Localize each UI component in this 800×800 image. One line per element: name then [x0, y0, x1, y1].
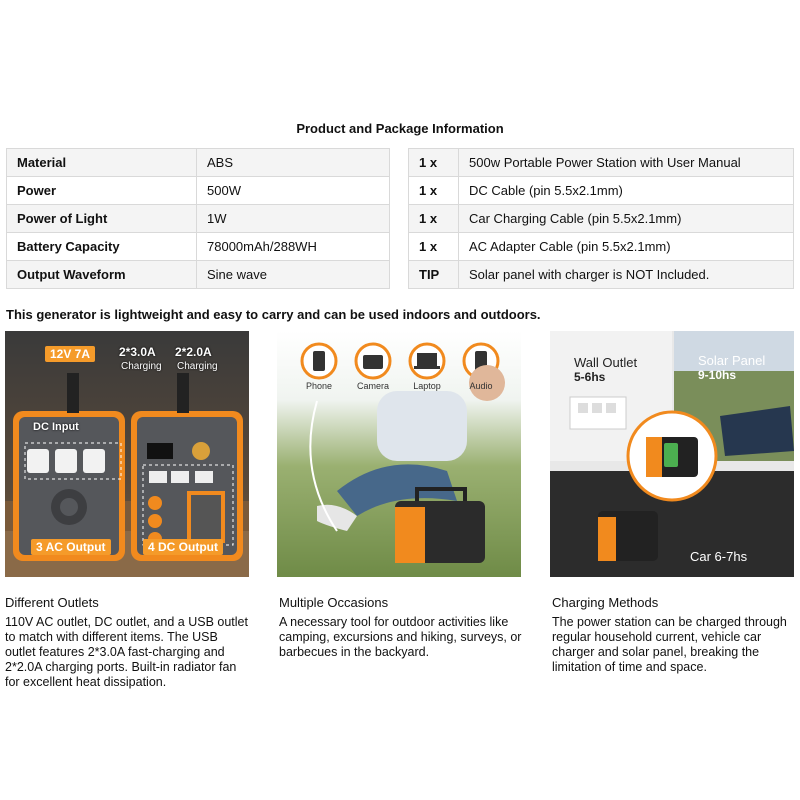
solar-panel-label — [698, 353, 765, 382]
wall-outlet-label — [574, 355, 637, 384]
spec-value: Sine wave — [197, 261, 390, 289]
package-item: DC Cable (pin 5.5x2.1mm) — [459, 177, 794, 205]
camera-label: Camera — [356, 381, 389, 391]
spec-value: 500W — [197, 177, 390, 205]
table-row — [7, 149, 390, 177]
headline: This generator is lightweight and easy to carry and can be used indoors and outdoors. — [6, 307, 541, 322]
table-row — [7, 261, 390, 289]
spec-value: 78000mAh/288WH — [197, 233, 390, 261]
package-item: Solar panel with charger is NOT Included. — [459, 261, 794, 289]
table-row — [409, 233, 794, 261]
caption-title-outlets: Different Outlets — [5, 595, 99, 610]
audio-label: Audio — [469, 381, 493, 391]
caption-title-charging: Charging Methods — [552, 595, 659, 610]
spec-key: Power — [7, 177, 197, 205]
solar-panel-time: 9-10hs — [698, 368, 737, 382]
package-qty: 1 x — [409, 205, 459, 233]
dc-input-label: DC Input — [33, 421, 79, 433]
phone-label: Phone — [305, 381, 333, 391]
dc-amp-label: 12V 7A — [45, 346, 95, 362]
spec-table — [6, 148, 390, 289]
spec-value: ABS — [197, 149, 390, 177]
outlets-image — [5, 331, 249, 577]
solar-panel-text: Solar Panel — [698, 353, 766, 368]
person-with-power-station-illustration — [277, 331, 521, 577]
package-qty: 1 x — [409, 149, 459, 177]
occasions-image — [277, 331, 521, 577]
table-row — [409, 261, 794, 289]
table-row — [409, 205, 794, 233]
dc-output-label: 4 DC Output — [143, 539, 223, 555]
usb-fast-label: 2*3.0A — [119, 345, 156, 359]
spec-value: 1W — [197, 205, 390, 233]
usb-std-sub-label: Charging — [177, 361, 218, 372]
package-qty: TIP — [409, 261, 459, 289]
caption-body-charging: The power station can be charged through regular household current, vehicle car charger and solar panel, breaking the limitation of time and space. — [552, 615, 787, 674]
table-row — [409, 149, 794, 177]
spec-key: Material — [7, 149, 197, 177]
charging-methods-image — [550, 331, 794, 577]
package-table — [408, 148, 794, 289]
caption-body-occasions: A necessary tool for outdoor activities like camping, excursions and hiking, surveys, or barbecues in the backyard. — [279, 615, 522, 659]
package-item: 500w Portable Power Station with User Manual — [459, 149, 794, 177]
car-label: Car 6-7hs — [690, 549, 748, 564]
caption-title-occasions: Multiple Occasions — [279, 595, 389, 610]
laptop-label: Laptop — [413, 381, 441, 391]
package-qty: 1 x — [409, 233, 459, 261]
ac-output-label: 3 AC Output — [31, 539, 111, 555]
table-row — [7, 205, 390, 233]
table-row — [7, 233, 390, 261]
package-item: AC Adapter Cable (pin 5.5x2.1mm) — [459, 233, 794, 261]
table-row — [409, 177, 794, 205]
table-row — [7, 177, 390, 205]
wall-outlet-text: Wall Outlet — [574, 355, 638, 370]
usb-std-label: 2*2.0A — [175, 345, 212, 359]
spec-key: Output Waveform — [7, 261, 197, 289]
package-item: Car Charging Cable (pin 5.5x2.1mm) — [459, 205, 794, 233]
caption-body-outlets: 110V AC outlet, DC outlet, and a USB outlet to match with different items. The USB outlet features 2*3.0A fast-charging and 2*2.0A charging ports. Built-in radiator fan for excellent heat dissipation. — [5, 615, 248, 689]
spec-key: Battery Capacity — [7, 233, 197, 261]
usb-fast-sub-label: Charging — [121, 361, 162, 372]
section-title: Product and Package Information — [296, 121, 504, 136]
wall-outlet-time: 5-6hs — [574, 370, 606, 384]
spec-key: Power of Light — [7, 205, 197, 233]
package-qty: 1 x — [409, 177, 459, 205]
